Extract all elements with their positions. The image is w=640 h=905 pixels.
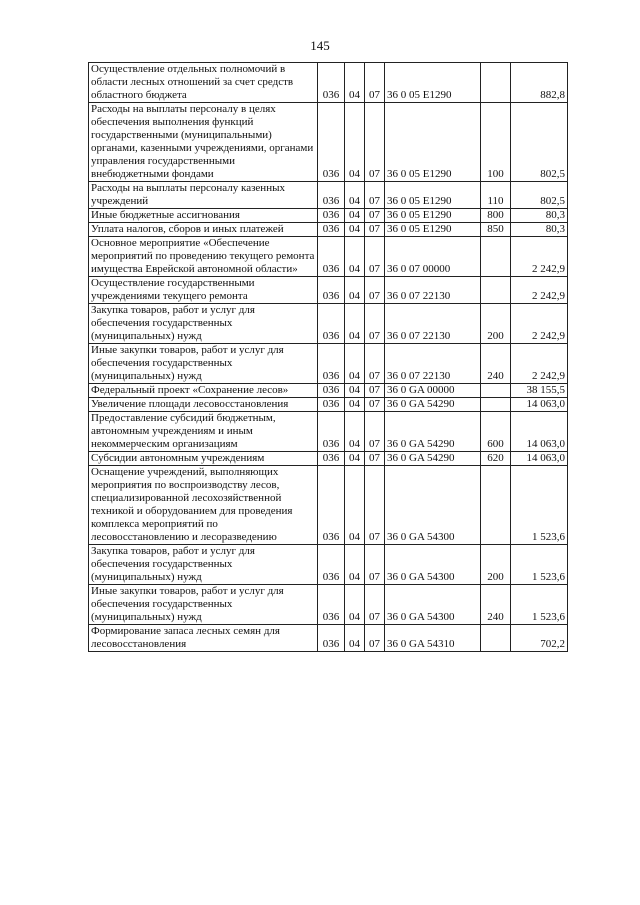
subsection-code: 07 <box>365 209 385 223</box>
subsection-code: 07 <box>365 452 385 466</box>
row-name: Осуществление государственными учреждениями текущего ремонта <box>89 277 318 304</box>
subsection-code: 07 <box>365 63 385 103</box>
target-article-code: 36 0 GA 00000 <box>385 384 481 398</box>
target-article-code: 36 0 05 E1290 <box>385 223 481 237</box>
subsection-code: 07 <box>365 412 385 452</box>
target-article-code: 36 0 GA 54300 <box>385 466 481 545</box>
grbs-code: 036 <box>318 585 345 625</box>
amount: 1 523,6 <box>511 466 568 545</box>
amount: 14 063,0 <box>511 452 568 466</box>
section-code: 04 <box>345 103 365 182</box>
subsection-code: 07 <box>365 277 385 304</box>
table-row <box>89 466 568 545</box>
row-name: Оснащение учреждений, выполняющих мероприятия по воспроизводству лесов, специализированной лесохозяйственной техникой и оборудованием для проведения комплекса мероприятий по лесовосстановлению и лесоразведению <box>89 466 318 545</box>
amount: 2 242,9 <box>511 344 568 384</box>
row-name: Иные закупки товаров, работ и услуг для обеспечения государственных (муниципальных) нужд <box>89 585 318 625</box>
subsection-code: 07 <box>365 182 385 209</box>
table-row <box>89 182 568 209</box>
subsection-code: 07 <box>365 466 385 545</box>
grbs-code: 036 <box>318 412 345 452</box>
target-article-code: 36 0 GA 54300 <box>385 545 481 585</box>
section-code: 04 <box>345 182 365 209</box>
section-code: 04 <box>345 63 365 103</box>
section-code: 04 <box>345 209 365 223</box>
section-code: 04 <box>345 344 365 384</box>
expense-type-code <box>481 63 511 103</box>
expense-type-code <box>481 398 511 412</box>
grbs-code: 036 <box>318 452 345 466</box>
table-row <box>89 452 568 466</box>
grbs-code: 036 <box>318 398 345 412</box>
expense-type-code: 850 <box>481 223 511 237</box>
subsection-code: 07 <box>365 398 385 412</box>
grbs-code: 036 <box>318 103 345 182</box>
target-article-code: 36 0 05 E1290 <box>385 182 481 209</box>
section-code: 04 <box>345 585 365 625</box>
row-name: Иные закупки товаров, работ и услуг для обеспечения государственных (муниципальных) нужд <box>89 344 318 384</box>
subsection-code: 07 <box>365 545 385 585</box>
table-row <box>89 412 568 452</box>
expense-type-code: 200 <box>481 304 511 344</box>
section-code: 04 <box>345 223 365 237</box>
table-row <box>89 384 568 398</box>
target-article-code: 36 0 07 22130 <box>385 277 481 304</box>
target-article-code: 36 0 05 E1290 <box>385 103 481 182</box>
table-body <box>89 63 568 652</box>
section-code: 04 <box>345 237 365 277</box>
amount: 1 523,6 <box>511 545 568 585</box>
subsection-code: 07 <box>365 237 385 277</box>
amount: 2 242,9 <box>511 237 568 277</box>
grbs-code: 036 <box>318 223 345 237</box>
expense-type-code <box>481 466 511 545</box>
amount: 802,5 <box>511 103 568 182</box>
expense-type-code <box>481 237 511 277</box>
expense-type-code: 620 <box>481 452 511 466</box>
table-row <box>89 398 568 412</box>
target-article-code: 36 0 05 E1290 <box>385 63 481 103</box>
row-name: Основное мероприятие «Обеспечение мероприятий по проведению текущего ремонта имущества Еврейской автономной области» <box>89 237 318 277</box>
amount: 2 242,9 <box>511 304 568 344</box>
amount: 38 155,5 <box>511 384 568 398</box>
amount: 14 063,0 <box>511 412 568 452</box>
target-article-code: 36 0 GA 54290 <box>385 412 481 452</box>
target-article-code: 36 0 07 22130 <box>385 304 481 344</box>
grbs-code: 036 <box>318 237 345 277</box>
subsection-code: 07 <box>365 344 385 384</box>
expense-type-code: 200 <box>481 545 511 585</box>
row-name: Формирование запаса лесных семян для лесовосстановления <box>89 625 318 652</box>
expense-type-code: 240 <box>481 585 511 625</box>
target-article-code: 36 0 GA 54310 <box>385 625 481 652</box>
table-row <box>89 344 568 384</box>
target-article-code: 36 0 GA 54290 <box>385 398 481 412</box>
section-code: 04 <box>345 398 365 412</box>
section-code: 04 <box>345 304 365 344</box>
section-code: 04 <box>345 545 365 585</box>
row-name: Закупка товаров, работ и услуг для обеспечения государственных (муниципальных) нужд <box>89 304 318 344</box>
amount: 2 242,9 <box>511 277 568 304</box>
table-row <box>89 277 568 304</box>
row-name: Закупка товаров, работ и услуг для обеспечения государственных (муниципальных) нужд <box>89 545 318 585</box>
expense-type-code: 110 <box>481 182 511 209</box>
section-code: 04 <box>345 466 365 545</box>
table-row <box>89 585 568 625</box>
table-row <box>89 625 568 652</box>
section-code: 04 <box>345 412 365 452</box>
amount: 702,2 <box>511 625 568 652</box>
table-row <box>89 304 568 344</box>
row-name: Расходы на выплаты персоналу в целях обеспечения выполнения функций государственными (муниципальными) органами, казенными учреждениями, органами управления государственными внебюджетными фондами <box>89 103 318 182</box>
target-article-code: 36 0 07 22130 <box>385 344 481 384</box>
grbs-code: 036 <box>318 466 345 545</box>
budget-table <box>88 62 568 652</box>
table-row <box>89 237 568 277</box>
row-name: Уплата налогов, сборов и иных платежей <box>89 223 318 237</box>
grbs-code: 036 <box>318 63 345 103</box>
expense-type-code: 600 <box>481 412 511 452</box>
amount: 802,5 <box>511 182 568 209</box>
row-name: Субсидии автономным учреждениям <box>89 452 318 466</box>
section-code: 04 <box>345 452 365 466</box>
expense-type-code <box>481 625 511 652</box>
amount: 882,8 <box>511 63 568 103</box>
grbs-code: 036 <box>318 277 345 304</box>
row-name: Предоставление субсидий бюджетным, автономным учреждениям и иным некоммерческим организациям <box>89 412 318 452</box>
subsection-code: 07 <box>365 384 385 398</box>
grbs-code: 036 <box>318 344 345 384</box>
expense-type-code: 240 <box>481 344 511 384</box>
section-code: 04 <box>345 277 365 304</box>
table-row <box>89 63 568 103</box>
subsection-code: 07 <box>365 625 385 652</box>
subsection-code: 07 <box>365 103 385 182</box>
grbs-code: 036 <box>318 625 345 652</box>
table-row <box>89 545 568 585</box>
grbs-code: 036 <box>318 304 345 344</box>
target-article-code: 36 0 GA 54290 <box>385 452 481 466</box>
expense-type-code: 100 <box>481 103 511 182</box>
table-row <box>89 223 568 237</box>
page-number: 145 <box>310 38 330 53</box>
grbs-code: 036 <box>318 209 345 223</box>
target-article-code: 36 0 GA 54300 <box>385 585 481 625</box>
grbs-code: 036 <box>318 384 345 398</box>
table-row <box>89 209 568 223</box>
row-name: Расходы на выплаты персоналу казенных учреждений <box>89 182 318 209</box>
expense-type-code <box>481 384 511 398</box>
row-name: Увеличение площади лесовосстановления <box>89 398 318 412</box>
row-name: Федеральный проект «Сохранение лесов» <box>89 384 318 398</box>
target-article-code: 36 0 07 00000 <box>385 237 481 277</box>
amount: 1 523,6 <box>511 585 568 625</box>
grbs-code: 036 <box>318 182 345 209</box>
amount: 80,3 <box>511 209 568 223</box>
target-article-code: 36 0 05 E1290 <box>385 209 481 223</box>
subsection-code: 07 <box>365 223 385 237</box>
subsection-code: 07 <box>365 304 385 344</box>
row-name: Иные бюджетные ассигнования <box>89 209 318 223</box>
amount: 80,3 <box>511 223 568 237</box>
section-code: 04 <box>345 625 365 652</box>
expense-type-code <box>481 277 511 304</box>
section-code: 04 <box>345 384 365 398</box>
table-row <box>89 103 568 182</box>
row-name: Осуществление отдельных полномочий в области лесных отношений за счет средств областного бюджета <box>89 63 318 103</box>
amount: 14 063,0 <box>511 398 568 412</box>
expense-type-code: 800 <box>481 209 511 223</box>
grbs-code: 036 <box>318 545 345 585</box>
subsection-code: 07 <box>365 585 385 625</box>
